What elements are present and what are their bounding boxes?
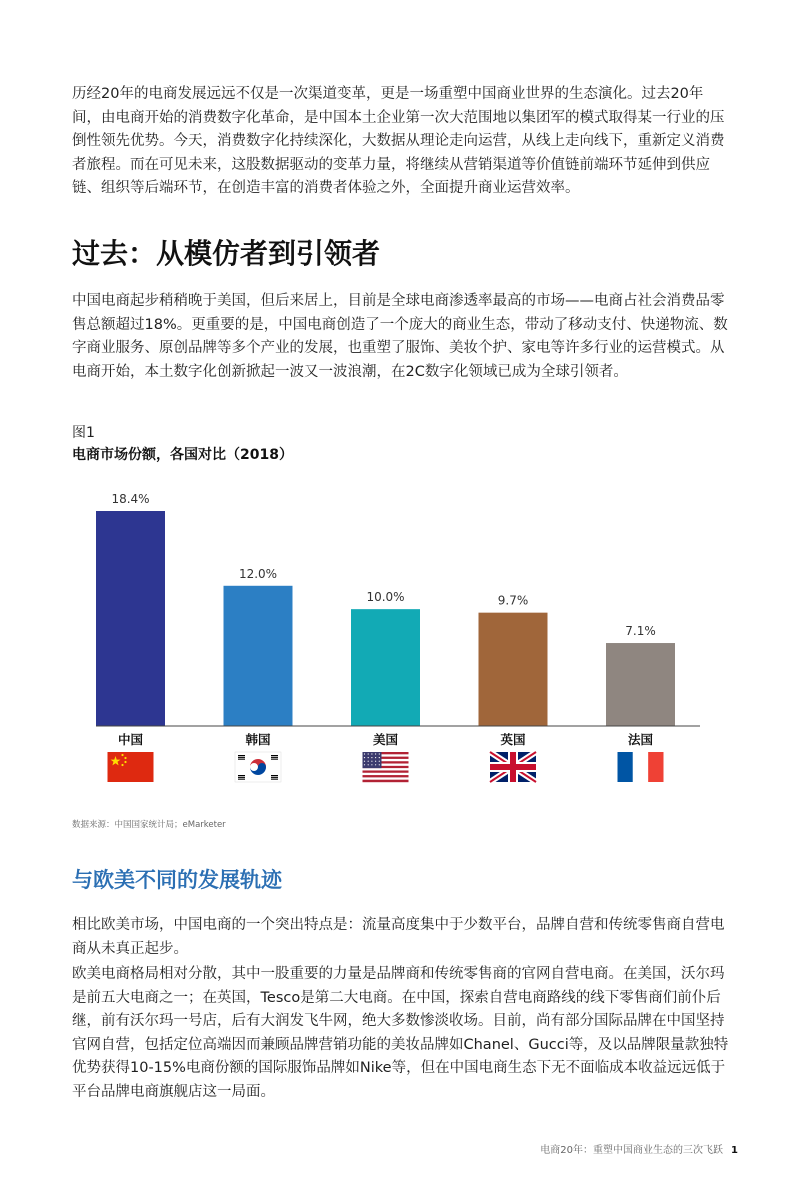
figure-label: 图1 [72, 425, 95, 441]
france-flag-icon [618, 752, 664, 782]
data-label-4: 7.1% [625, 624, 656, 639]
data-label-2: 10.0% [366, 590, 405, 605]
chart-title: 电商市场份额，各国对比（2018） [72, 447, 293, 463]
footer-title: 电商20年：重塑中国商业生态的三次飞跃 [540, 1145, 724, 1156]
section-heading-past: 过去：从模仿者到引领者 [72, 237, 381, 270]
data-source-note: 数据来源：中国国家统计局；eMarketer [72, 820, 226, 830]
bar-2 [351, 609, 420, 726]
category-label-4: 法国 [627, 732, 654, 747]
category-label-0: 中国 [117, 732, 144, 747]
korea-flag-icon [235, 752, 281, 782]
category-label-1: 韩国 [245, 732, 271, 747]
bar-3 [479, 613, 548, 726]
china-flag-icon [108, 752, 154, 782]
section-trajectory-paragraph-1: 相比欧美市场，中国电商的一个突出特点是：流量高度集中于少数平台，品牌自营和传统零售商自营电商从未真正起步。 [72, 917, 725, 957]
category-label-2: 美国 [372, 732, 399, 747]
bar-1 [224, 586, 293, 726]
bar-chart [60, 470, 710, 800]
data-label-1: 12.0% [238, 566, 278, 581]
bar-0 [96, 511, 165, 726]
page-number: 1 [731, 1145, 738, 1156]
intro-paragraph: 历经20年的电商发展远远不仅是一次渠道变革，更是一场重塑中国商业世界的生态演化。过去20年间，由电商开始的消费数字化革命，是中国本土企业第一次大范围地以集团军的模式取得某一行业的压倒性领先优势。今天，消费数字化持续深化，大数据从理论走向运营，从线上走向线下，重新定义消费者旅程。而在可见未来，这股数据驱动的变革力量，将继续从营销渠道等价值链前端环节延伸到供应链、组织等后端环节，在创造丰富的消费者体验之外，全面提升商业运营效率。 [72, 86, 725, 196]
usa-flag-icon [363, 752, 409, 782]
data-label-3: 9.7% [497, 593, 529, 608]
section-heading-trajectory: 与欧美不同的发展轨迹 [72, 868, 282, 892]
bar-4 [606, 643, 675, 726]
page-footer [0, 1141, 738, 1156]
data-label-0: 18.4% [111, 492, 150, 506]
section-past-paragraph: 中国电商起步稍稍晚于美国，但后来居上，目前是全球电商渗透率最高的市场——电商占社会消费品零售总额超过18%。更重要的是，中国电商创造了一个庞大的商业生态，带动了移动支付、快递物流、数字商业服务、原创品牌等多个产业的发展，也重塑了服饰、美妆个护、家电等许多行业的运营模式。从电商开始，本土数字化创新掀起一波又一波浪潮，在2C数字化领域已成为全球引领者。 [72, 293, 728, 380]
section-trajectory-paragraph-2: 欧美电商格局相对分散，其中一股重要的力量是品牌商和传统零售商的官网自营电商。在美国，沃尔玛是前五大电商之一；在英国，Tesco是第二大电商。在中国，探索自营电商路线的线下零售商们前仆后继，前有沃尔玛一号店，后有大润发飞牛网，绝大多数惨淡收场。目前，尚有部分国际品牌在中国坚持官网自营，包括定位高端因而兼顾品牌营销功能的美妆品牌如Chanel、Gucci等，及以品牌限量款独特优势获得10-15%电商份额的国际服饰品牌如Nike等，但在中国电商生态下无不面临成本收益远远低于平台品牌电商旗舰店这一局面。 [72, 966, 729, 1100]
category-label-3: 英国 [500, 732, 526, 747]
uk-flag-icon [490, 752, 536, 782]
